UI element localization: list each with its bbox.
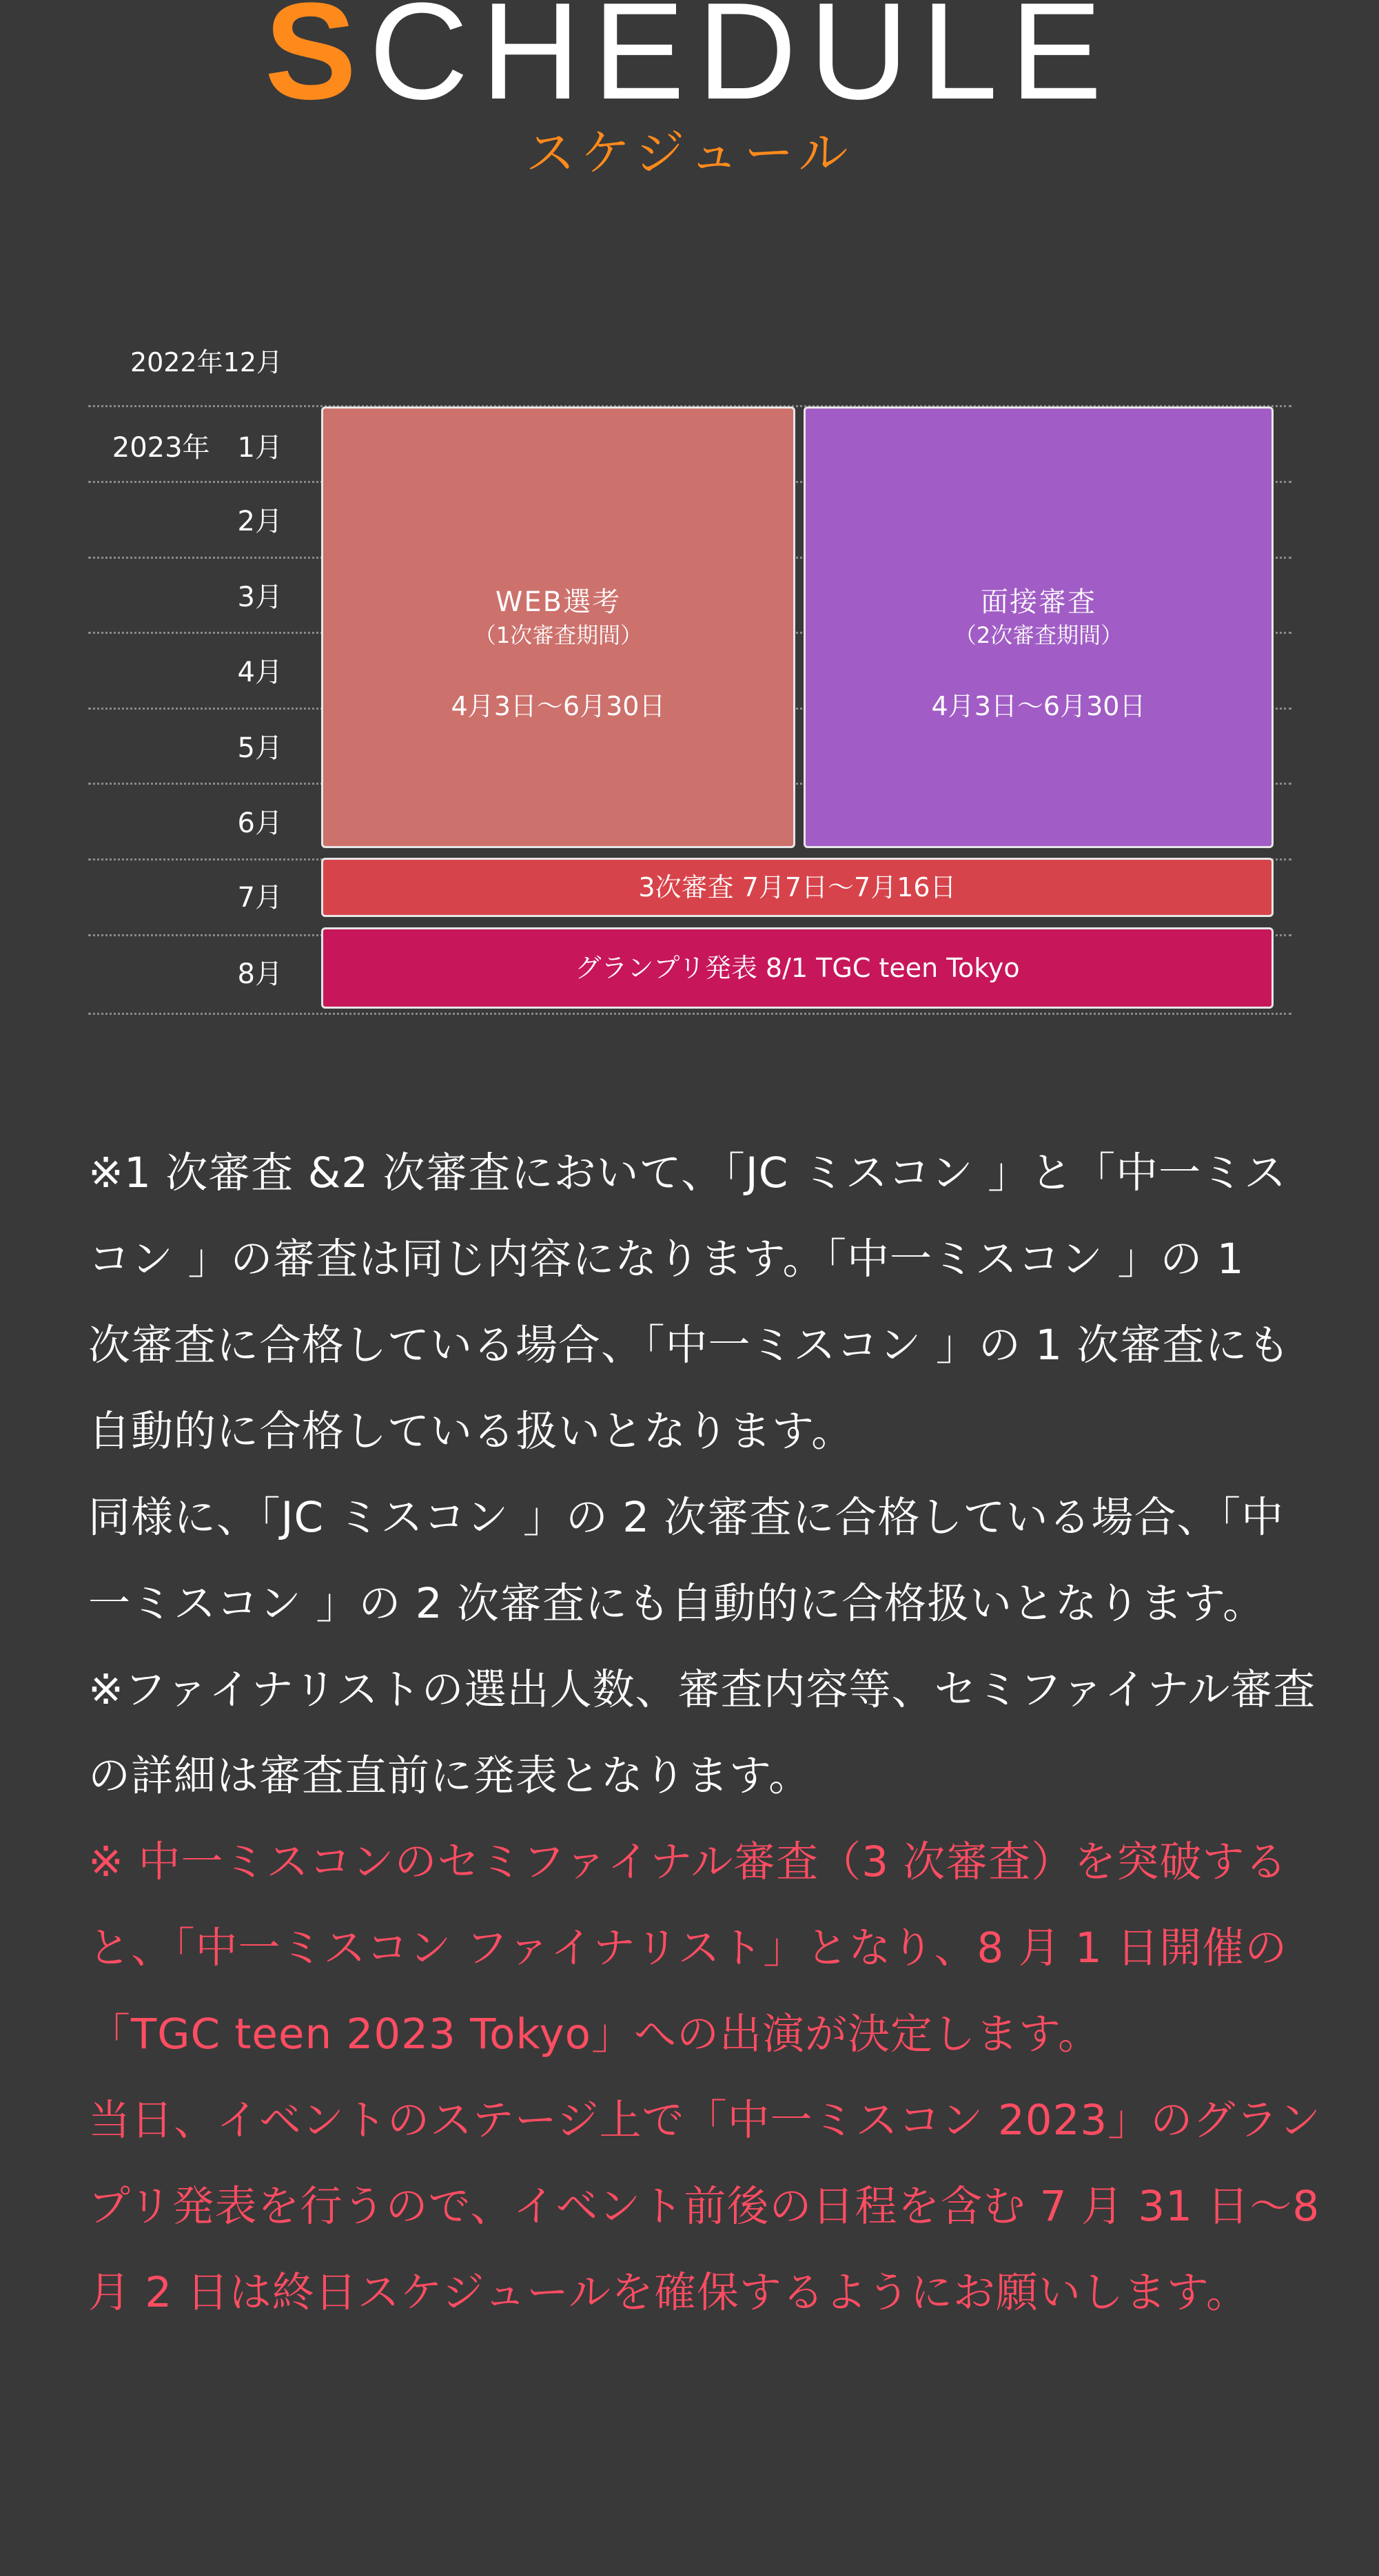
interview-screening-title: 面接審査: [981, 586, 1096, 618]
web-screening-date: 4月3日〜6月30日: [451, 691, 666, 721]
month-label-mar: 3月: [237, 581, 283, 613]
month-label-aug: 8月: [237, 958, 283, 990]
title-first-letter: S: [264, 0, 369, 128]
web-screening-subtitle: （1次審査期間）: [473, 622, 643, 648]
note-auto-pass: 自動的に合格している扱いとなります。: [88, 1407, 855, 1456]
page-title: [0, 0, 1379, 131]
month-label-jun: 6月: [237, 807, 283, 839]
web-screening-block: [321, 406, 795, 848]
note-grandprix-schedule: 当日、イベントのステージ上で「中一ミスコン 2023」のグランプリ発表を行うので、イベント前後の日程を含む 7 月 31 日〜8 月 2 日は終日スケジュールを確保するようにお願いします。: [88, 2096, 1322, 2317]
month-label-jan: 2023年 1月: [112, 432, 283, 464]
title-rest: CHEDULE: [369, 0, 1115, 128]
month-label-feb: 2月: [237, 506, 283, 537]
grandprix-announcement-block: グランプリ発表 8/1 TGC teen Tokyo: [321, 927, 1274, 1009]
row-divider: [88, 1013, 1291, 1015]
third-screening-block: 3次審査 7月7日〜7月16日: [321, 858, 1274, 917]
month-label-jul: 7月: [237, 882, 283, 914]
note-second-screening: 同様に、「JC ミスコン 」の 2 次審査に合格している場合、「中一ミスコン 」の 2 次審査にも自動的に合格扱いとなります。: [88, 1493, 1284, 1628]
note-semifinal-finalist: ※ 中一ミスコンのセミファイナル審査（3 次審査）を突破すると、「中一ミスコン ファイナリスト」となり、8 月 1 日開催の「TGC teen 2023 Tokyo」への出演が決定します。: [88, 1837, 1288, 2059]
notes-section: [88, 1130, 1370, 2336]
page-subtitle: スケジュール: [525, 124, 854, 182]
interview-screening-date: 4月3日〜6月30日: [931, 691, 1146, 721]
note-screening-shared: ※1 次審査 &2 次審査において、「JC ミスコン 」と「中一ミスコン 」の審査は同じ内容になります。「中一ミスコン 」の 1 次審査に合格している場合、「中一ミスコン 」の 1 次審査にも: [88, 1148, 1291, 1370]
interview-screening-subtitle: （2次審査期間）: [954, 622, 1123, 648]
interview-screening-block: [804, 406, 1274, 848]
year-label-2022-12: 2022年12月: [130, 347, 283, 378]
note-finalist-details: ※ファイナリストの選出人数、審査内容等、セミファイナル審査の詳細は審査直前に発表となります。: [88, 1665, 1316, 1800]
month-label-apr: 4月: [237, 657, 283, 688]
month-label-may: 5月: [237, 732, 283, 764]
web-screening-title: WEB選考: [495, 586, 622, 618]
